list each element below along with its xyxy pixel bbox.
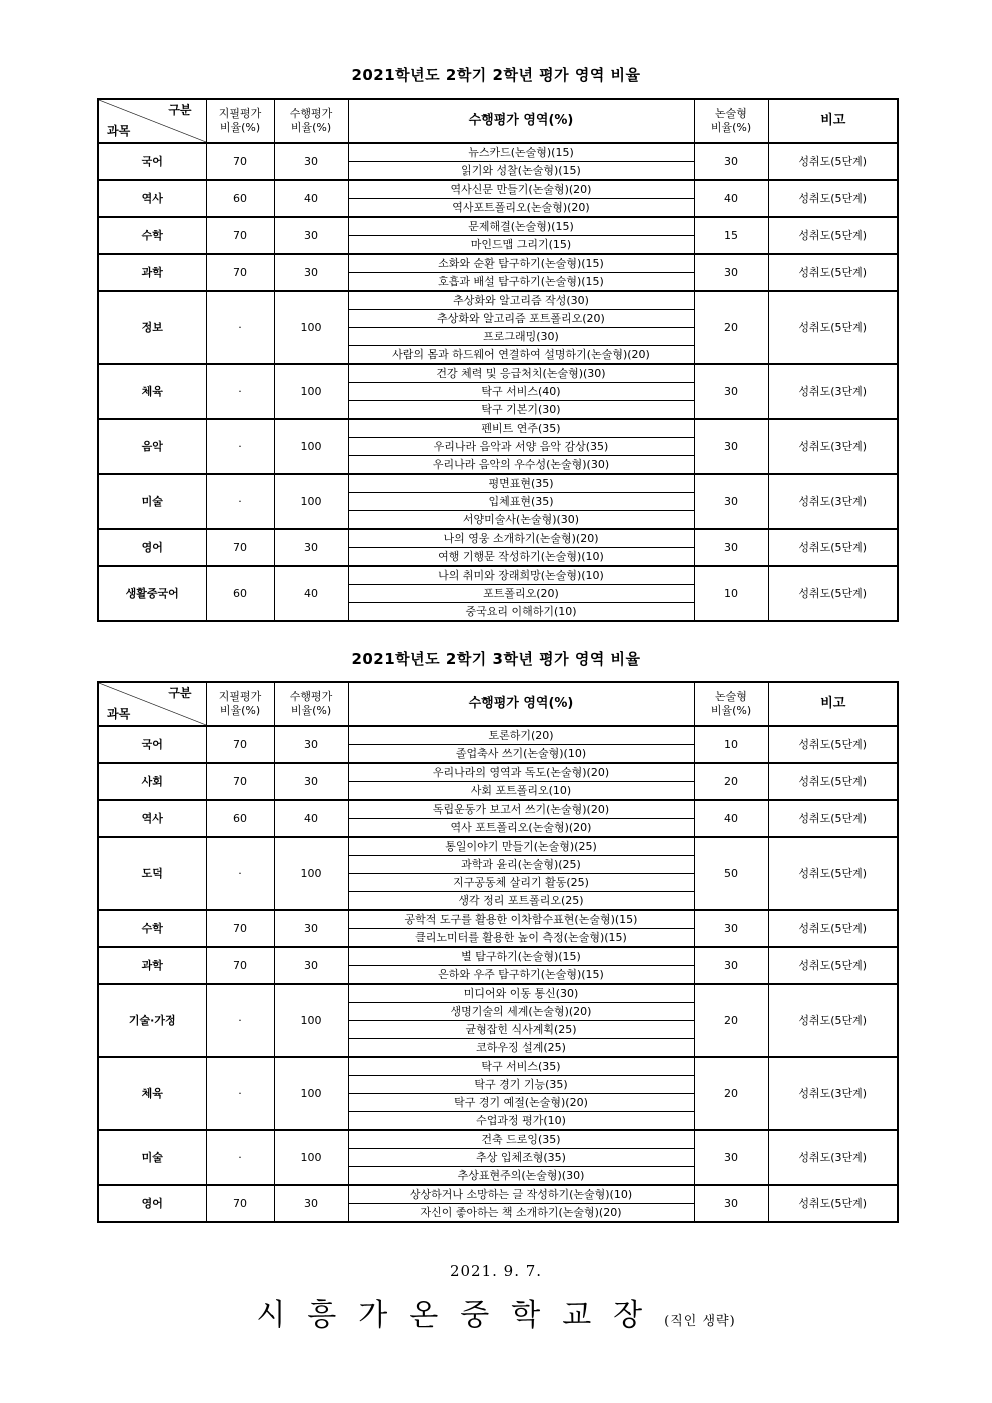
written-ratio-cell: 60 bbox=[206, 566, 274, 621]
essay-ratio-cell: 20 bbox=[694, 291, 768, 364]
performance-ratio-header bbox=[274, 682, 348, 726]
performance-area-item: 독립운동가 보고서 쓰기(논술형)(20) bbox=[348, 800, 694, 819]
written-ratio-cell: · bbox=[206, 291, 274, 364]
note-cell: 성취도(5단계) bbox=[768, 726, 898, 763]
subject-cell: 정보 bbox=[98, 291, 206, 364]
performance-area-item: 지구공동체 살리기 활동(25) bbox=[348, 874, 694, 892]
essay-ratio-cell: 30 bbox=[694, 474, 768, 529]
performance-area-item: 상상하거나 소망하는 글 작성하기(논술형)(10) bbox=[348, 1185, 694, 1204]
performance-area-item: 탁구 서비스(35) bbox=[348, 1057, 694, 1076]
note-cell: 성취도(5단계) bbox=[768, 529, 898, 566]
written-ratio-cell: · bbox=[206, 837, 274, 910]
subject-cell: 영어 bbox=[98, 1185, 206, 1222]
table-row bbox=[98, 180, 898, 199]
note-cell: 성취도(5단계) bbox=[768, 800, 898, 837]
performance-ratio-cell: 30 bbox=[274, 529, 348, 566]
performance-area-item: 수업과정 평가(10) bbox=[348, 1112, 694, 1131]
essay-ratio-header bbox=[694, 99, 768, 143]
performance-ratio-cell: 30 bbox=[274, 254, 348, 291]
performance-area-item: 문제해결(논술형)(15) bbox=[348, 217, 694, 236]
written-ratio-cell: 70 bbox=[206, 143, 274, 180]
essay-ratio-cell: 20 bbox=[694, 984, 768, 1057]
performance-area-item: 우리나라 음악과 서양 음악 감상(35) bbox=[348, 438, 694, 456]
performance-area-item: 마인드맵 그리기(15) bbox=[348, 236, 694, 255]
table-row bbox=[98, 474, 898, 493]
performance-area-item: 여행 기행문 작성하기(논술형)(10) bbox=[348, 548, 694, 567]
performance-area-item: 추상화와 알고리즘 포트폴리오(20) bbox=[348, 310, 694, 328]
performance-ratio-cell: 40 bbox=[274, 180, 348, 217]
performance-ratio-cell: 40 bbox=[274, 566, 348, 621]
table-row bbox=[98, 217, 898, 236]
table-row bbox=[98, 910, 898, 929]
performance-ratio-header-line2: 비율(%) bbox=[290, 121, 332, 134]
grade2-evaluation-table bbox=[97, 98, 899, 622]
performance-area-item: 서양미술사(논술형)(30) bbox=[348, 511, 694, 530]
table-row bbox=[98, 566, 898, 585]
performance-area-item: 생명기술의 세계(논술형)(20) bbox=[348, 1003, 694, 1021]
essay-ratio-header bbox=[694, 682, 768, 726]
table-row bbox=[98, 947, 898, 966]
written-ratio-cell: · bbox=[206, 1130, 274, 1185]
written-ratio-cell: 70 bbox=[206, 1185, 274, 1222]
performance-ratio-cell: 30 bbox=[274, 910, 348, 947]
performance-area-item: 탁구 경기 기능(35) bbox=[348, 1076, 694, 1094]
written-ratio-header bbox=[206, 682, 274, 726]
written-ratio-header-line2: 비율(%) bbox=[219, 121, 261, 134]
performance-area-header: 수행평가 영역(%) bbox=[348, 682, 694, 726]
performance-ratio-cell: 100 bbox=[274, 837, 348, 910]
header-row bbox=[98, 99, 898, 143]
performance-area-item: 소화와 순환 탐구하기(논술형)(15) bbox=[348, 254, 694, 273]
performance-ratio-cell: 30 bbox=[274, 947, 348, 984]
essay-ratio-header-line2: 비율(%) bbox=[710, 704, 752, 717]
performance-area-item: 별 탐구하기(논술형)(15) bbox=[348, 947, 694, 966]
performance-area-item: 균형잡힌 식사계획(25) bbox=[348, 1021, 694, 1039]
written-ratio-header-line2: 비율(%) bbox=[219, 704, 261, 717]
performance-area-item: 코하우징 설계(25) bbox=[348, 1039, 694, 1058]
table-row bbox=[98, 143, 898, 162]
note-cell: 성취도(5단계) bbox=[768, 566, 898, 621]
category-label: 구분 bbox=[168, 103, 192, 117]
category-label: 구분 bbox=[168, 686, 192, 700]
written-ratio-header-line1: 지필평가 bbox=[218, 690, 262, 703]
performance-ratio-cell: 30 bbox=[274, 217, 348, 254]
essay-ratio-cell: 10 bbox=[694, 566, 768, 621]
essay-ratio-cell: 30 bbox=[694, 529, 768, 566]
note-header: 비고 bbox=[768, 99, 898, 143]
essay-ratio-cell: 40 bbox=[694, 800, 768, 837]
performance-area-item: 중국요리 이해하기(10) bbox=[348, 603, 694, 622]
performance-area-header: 수행평가 영역(%) bbox=[348, 99, 694, 143]
note-cell: 성취도(3단계) bbox=[768, 364, 898, 419]
table-row bbox=[98, 1130, 898, 1149]
note-header: 비고 bbox=[768, 682, 898, 726]
performance-ratio-header-line2: 비율(%) bbox=[290, 704, 332, 717]
performance-area-item: 은하와 우주 탐구하기(논술형)(15) bbox=[348, 966, 694, 985]
essay-ratio-cell: 20 bbox=[694, 763, 768, 800]
essay-ratio-cell: 30 bbox=[694, 143, 768, 180]
subject-cell: 국어 bbox=[98, 726, 206, 763]
performance-area-item: 프로그래밍(30) bbox=[348, 328, 694, 346]
subject-label: 과목 bbox=[107, 707, 131, 721]
performance-ratio-cell: 100 bbox=[274, 364, 348, 419]
table-row bbox=[98, 984, 898, 1003]
table-row bbox=[98, 800, 898, 819]
school-principal-name: 시흥가온중학교장 bbox=[256, 1298, 665, 1333]
performance-area-item: 미디어와 이동 통신(30) bbox=[348, 984, 694, 1003]
grade3-table-title: 2021학년도 2학기 3학년 평가 영역 비율 bbox=[351, 650, 641, 668]
subject-cell: 역사 bbox=[98, 180, 206, 217]
table-row bbox=[98, 837, 898, 856]
note-cell: 성취도(3단계) bbox=[768, 1130, 898, 1185]
performance-ratio-cell: 100 bbox=[274, 474, 348, 529]
category-subject-header bbox=[98, 682, 206, 726]
performance-area-item: 과학과 윤리(논술형)(25) bbox=[348, 856, 694, 874]
performance-ratio-cell: 100 bbox=[274, 1130, 348, 1185]
performance-area-item: 평면표현(35) bbox=[348, 474, 694, 493]
subject-cell: 체육 bbox=[98, 1057, 206, 1130]
note-cell: 성취도(5단계) bbox=[768, 291, 898, 364]
performance-area-item: 탁구 경기 예절(논술형)(20) bbox=[348, 1094, 694, 1112]
performance-ratio-cell: 30 bbox=[274, 143, 348, 180]
written-ratio-cell: · bbox=[206, 364, 274, 419]
written-ratio-cell: 60 bbox=[206, 800, 274, 837]
performance-area-item: 졸업축사 쓰기(논술형)(10) bbox=[348, 745, 694, 764]
written-ratio-cell: 70 bbox=[206, 529, 274, 566]
performance-area-item: 추상화와 알고리즘 작성(30) bbox=[348, 291, 694, 310]
performance-area-item: 사회 포트폴리오(10) bbox=[348, 782, 694, 801]
subject-cell: 기술·가정 bbox=[98, 984, 206, 1057]
subject-cell: 과학 bbox=[98, 254, 206, 291]
note-cell: 성취도(5단계) bbox=[768, 1185, 898, 1222]
performance-area-item: 나의 취미와 장래희망(논술형)(10) bbox=[348, 566, 694, 585]
written-ratio-cell: · bbox=[206, 474, 274, 529]
table-row bbox=[98, 1185, 898, 1204]
performance-area-item: 나의 영웅 소개하기(논술형)(20) bbox=[348, 529, 694, 548]
note-cell: 성취도(5단계) bbox=[768, 763, 898, 800]
table-row bbox=[98, 763, 898, 782]
note-cell: 성취도(3단계) bbox=[768, 474, 898, 529]
performance-area-item: 탁구 서비스(40) bbox=[348, 383, 694, 401]
note-cell: 성취도(3단계) bbox=[768, 1057, 898, 1130]
performance-area-item: 역사포트폴리오(논술형)(20) bbox=[348, 199, 694, 218]
subject-cell: 사회 bbox=[98, 763, 206, 800]
table-row bbox=[98, 726, 898, 745]
essay-ratio-cell: 30 bbox=[694, 1130, 768, 1185]
essay-ratio-cell: 40 bbox=[694, 180, 768, 217]
essay-ratio-header-line1: 논술형 bbox=[715, 107, 747, 120]
performance-ratio-cell: 30 bbox=[274, 763, 348, 800]
table-row bbox=[98, 364, 898, 383]
written-ratio-cell: · bbox=[206, 419, 274, 474]
performance-area-item: 역사 포트폴리오(논술형)(20) bbox=[348, 819, 694, 838]
written-ratio-cell: · bbox=[206, 1057, 274, 1130]
essay-ratio-header-line2: 비율(%) bbox=[710, 121, 752, 134]
note-cell: 성취도(5단계) bbox=[768, 910, 898, 947]
note-cell: 성취도(5단계) bbox=[768, 180, 898, 217]
performance-area-item: 사람의 몸과 하드웨어 연결하여 설명하기(논술형)(20) bbox=[348, 346, 694, 365]
performance-area-item: 건축 드로잉(35) bbox=[348, 1130, 694, 1149]
performance-ratio-header bbox=[274, 99, 348, 143]
signature-line bbox=[0, 1290, 992, 1334]
essay-ratio-cell: 30 bbox=[694, 364, 768, 419]
note-cell: 성취도(5단계) bbox=[768, 947, 898, 984]
table-row bbox=[98, 529, 898, 548]
written-ratio-cell: 70 bbox=[206, 726, 274, 763]
performance-area-item: 호흡과 배설 탐구하기(논술형)(15) bbox=[348, 273, 694, 292]
performance-ratio-cell: 100 bbox=[274, 291, 348, 364]
category-subject-header bbox=[98, 99, 206, 143]
written-ratio-cell: 70 bbox=[206, 254, 274, 291]
written-ratio-header-line1: 지필평가 bbox=[218, 107, 262, 120]
essay-ratio-cell: 30 bbox=[694, 254, 768, 291]
performance-area-item: 공학적 도구를 활용한 이차함수표현(논술형)(15) bbox=[348, 910, 694, 929]
performance-area-item: 탁구 기본기(30) bbox=[348, 401, 694, 420]
performance-ratio-cell: 100 bbox=[274, 984, 348, 1057]
essay-ratio-cell: 15 bbox=[694, 217, 768, 254]
essay-ratio-cell: 30 bbox=[694, 419, 768, 474]
performance-area-item: 클리노미터를 활용한 높이 측정(논술형)(15) bbox=[348, 929, 694, 948]
table-row bbox=[98, 1057, 898, 1076]
note-cell: 성취도(3단계) bbox=[768, 419, 898, 474]
essay-ratio-cell: 50 bbox=[694, 837, 768, 910]
performance-area-item: 포트폴리오(20) bbox=[348, 585, 694, 603]
note-cell: 성취도(5단계) bbox=[768, 143, 898, 180]
written-ratio-cell: 70 bbox=[206, 763, 274, 800]
grade2-table-title: 2021학년도 2학기 2학년 평가 영역 비율 bbox=[351, 66, 641, 84]
note-cell: 성취도(5단계) bbox=[768, 217, 898, 254]
essay-ratio-cell: 30 bbox=[694, 947, 768, 984]
subject-cell: 미술 bbox=[98, 1130, 206, 1185]
note-cell: 성취도(5단계) bbox=[768, 254, 898, 291]
subject-cell: 생활중국어 bbox=[98, 566, 206, 621]
written-ratio-cell: 70 bbox=[206, 217, 274, 254]
performance-area-item: 우리나라의 영역과 독도(논술형)(20) bbox=[348, 763, 694, 782]
performance-ratio-cell: 30 bbox=[274, 1185, 348, 1222]
subject-cell: 도덕 bbox=[98, 837, 206, 910]
subject-cell: 미술 bbox=[98, 474, 206, 529]
note-cell: 성취도(5단계) bbox=[768, 837, 898, 910]
written-ratio-header bbox=[206, 99, 274, 143]
subject-cell: 과학 bbox=[98, 947, 206, 984]
performance-ratio-cell: 100 bbox=[274, 1057, 348, 1130]
subject-cell: 체육 bbox=[98, 364, 206, 419]
performance-area-item: 자신이 좋아하는 책 소개하기(논술형)(20) bbox=[348, 1204, 694, 1223]
subject-cell: 국어 bbox=[98, 143, 206, 180]
performance-area-item: 생각 정리 포트폴리오(25) bbox=[348, 892, 694, 911]
performance-area-item: 통일이야기 만들기(논술형)(25) bbox=[348, 837, 694, 856]
table-row bbox=[98, 254, 898, 273]
subject-cell: 음악 bbox=[98, 419, 206, 474]
grade3-evaluation-table bbox=[97, 681, 899, 1223]
performance-ratio-cell: 40 bbox=[274, 800, 348, 837]
essay-ratio-cell: 10 bbox=[694, 726, 768, 763]
performance-ratio-header-line1: 수행평가 bbox=[289, 690, 333, 703]
performance-area-item: 토론하기(20) bbox=[348, 726, 694, 745]
performance-area-item: 우리나라 음악의 우수성(논술형)(30) bbox=[348, 456, 694, 475]
written-ratio-cell: · bbox=[206, 984, 274, 1057]
performance-area-item: 건강 체력 및 응급처치(논술형)(30) bbox=[348, 364, 694, 383]
performance-area-item: 뉴스카드(논술형)(15) bbox=[348, 143, 694, 162]
written-ratio-cell: 70 bbox=[206, 910, 274, 947]
performance-ratio-header-line1: 수행평가 bbox=[289, 107, 333, 120]
header-row bbox=[98, 682, 898, 726]
performance-area-item: 추상 입체조형(35) bbox=[348, 1149, 694, 1167]
performance-area-item: 추상표현주의(논술형)(30) bbox=[348, 1167, 694, 1186]
subject-label: 과목 bbox=[107, 124, 131, 138]
essay-ratio-cell: 30 bbox=[694, 910, 768, 947]
performance-ratio-cell: 100 bbox=[274, 419, 348, 474]
performance-ratio-cell: 30 bbox=[274, 726, 348, 763]
performance-area-item: 역사신문 만들기(논술형)(20) bbox=[348, 180, 694, 199]
subject-cell: 역사 bbox=[98, 800, 206, 837]
note-cell: 성취도(5단계) bbox=[768, 984, 898, 1057]
performance-area-item: 읽기와 성찰(논술형)(15) bbox=[348, 162, 694, 181]
written-ratio-cell: 70 bbox=[206, 947, 274, 984]
performance-area-item: 입체표현(35) bbox=[348, 493, 694, 511]
table-row bbox=[98, 291, 898, 310]
subject-cell: 영어 bbox=[98, 529, 206, 566]
essay-ratio-cell: 20 bbox=[694, 1057, 768, 1130]
essay-ratio-header-line1: 논술형 bbox=[715, 690, 747, 703]
essay-ratio-cell: 30 bbox=[694, 1185, 768, 1222]
written-ratio-cell: 60 bbox=[206, 180, 274, 217]
table-row bbox=[98, 419, 898, 438]
document-date: 2021. 9. 7. bbox=[449, 1262, 543, 1280]
seal-omitted-note: (직인 생략) bbox=[664, 1314, 736, 1329]
subject-cell: 수학 bbox=[98, 910, 206, 947]
subject-cell: 수학 bbox=[98, 217, 206, 254]
performance-area-item: 펜비트 연주(35) bbox=[348, 419, 694, 438]
